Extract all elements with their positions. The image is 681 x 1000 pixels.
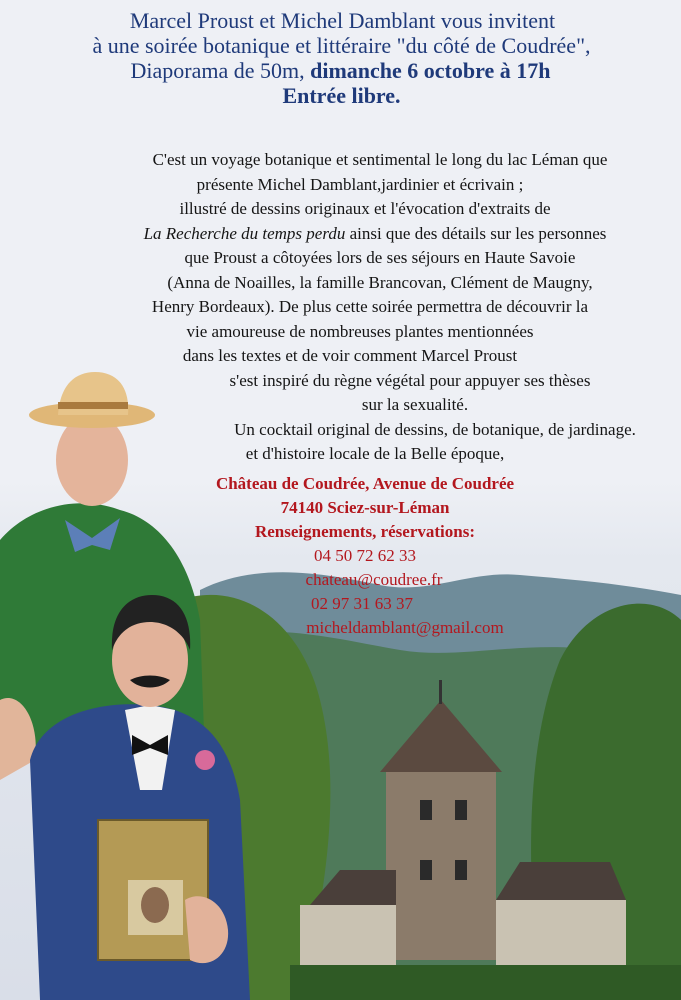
description-line: sur la sexualité. [361,395,469,414]
castle-window [420,860,432,880]
hedge [290,965,681,1000]
description-line: (Anna de Noailles, la famille Brancovan, Clément de Maugny, [167,272,593,292]
castle-window [455,860,467,880]
description-line: illustré de dessins originaux et l'évocation d'extraits de [179,199,551,218]
phone-1[interactable]: 04 50 72 62 33 [314,546,416,565]
book-portrait-face [141,887,169,923]
email-1[interactable]: chateau@coudree.fr [305,570,443,589]
description-line: Henry Bordeaux). De plus cette soirée permettra de découvrir la [151,297,589,316]
description-line: s'est inspiré du règne végétal pour appuyer ses thèses [229,370,591,390]
description-line: Un cocktail original de dessins, de botanique, de jardinage. [234,419,636,439]
venue-name: Château de Coudrée, Avenue de Coudrée [215,474,515,493]
castle-window [420,800,432,820]
proust-flower [195,750,215,770]
castle-tower [386,770,496,960]
book-line-rest: ainsi que des détails sur les personnes [345,223,607,243]
description-line: présente Michel Damblant,jardinier et écrivain ; [196,174,524,194]
description-line: vie amoureuse de nombreuses plantes mentionnées [186,321,534,341]
venue-address: 74140 Sciez-sur-Léman [280,498,450,517]
header-line-2: à une soirée botanique et littéraire "du côté de Coudrée", [92,33,591,58]
description-line: C'est un voyage botanique et sentimental le long du lac Léman que [152,150,608,169]
event-description [80,148,680,467]
description-line: que Proust a côtoyées lors de ses séjours en Haute Savoie [184,248,576,267]
info-label: Renseignements, réservations: [254,522,475,541]
free-entry: Entrée libre. [282,83,401,108]
header-line-3-plain: Diaporama de 50m, [130,58,311,83]
invitation-header [0,8,681,108]
header-line-3 [0,58,681,83]
book-title: La Recherche du temps perdu [143,223,346,243]
header-line-1: Marcel Proust et Michel Damblant vous invitent [129,8,556,33]
phone-2[interactable]: 02 97 31 63 37 [311,594,413,613]
description-line: dans les textes et de voir comment Marcel Proust [182,346,518,365]
venue-block [150,472,580,640]
email-2[interactable]: micheldamblant@gmail.com [306,618,504,637]
castle-flag-pole [439,680,442,704]
description-line-book [70,222,680,247]
castle-window [455,800,467,820]
event-date: dimanche 6 octobre à 17h [310,58,551,83]
description-line: et d'histoire locale de la Belle époque, [245,444,505,463]
